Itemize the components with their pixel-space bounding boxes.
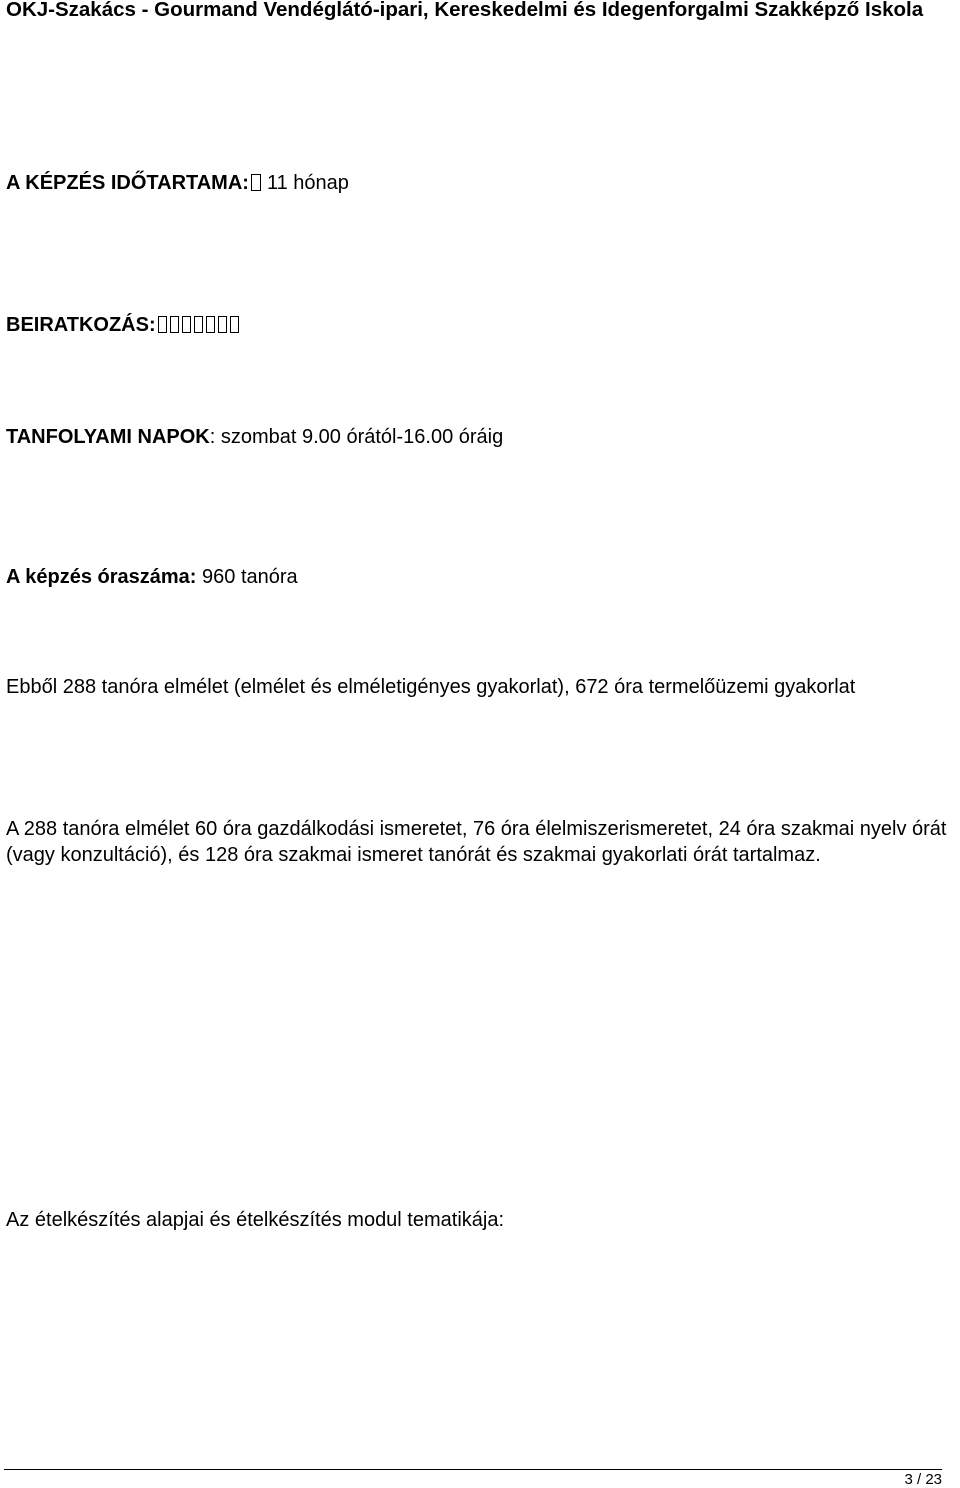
footer-divider xyxy=(4,1469,942,1470)
hours-value: 960 tanóra xyxy=(202,566,298,588)
document-header-title: OKJ-Szakács - Gourmand Vendéglátó-ipari, Kereskedelmi és Idegenforgalmi Szakképző Iskola xyxy=(6,0,924,21)
hours-breakdown: Ebből 288 tanóra elmélet (elmélet és elméletigényes gyakorlat), 672 óra termelőüzemi gyakorlat xyxy=(6,676,856,698)
enrollment-label: BEIRATKOZÁS: xyxy=(6,314,156,336)
duration-line xyxy=(6,170,349,196)
duration-value: 11 hónap xyxy=(266,172,349,194)
duration-label: A KÉPZÉS IDŐTARTAMA: xyxy=(6,172,249,194)
module-title: Az ételkészítés alapjai és ételkészítés modul tematikája: xyxy=(6,1209,505,1231)
course-days-value: : szombat 9.00 órától-16.00 óráig xyxy=(209,426,504,448)
course-days-label: TANFOLYAMI NAPOK xyxy=(6,426,210,448)
enrollment-line xyxy=(6,312,242,340)
hours-label: A képzés óraszáma: xyxy=(6,566,197,588)
hours-line xyxy=(6,564,298,590)
missing-glyphs-icon xyxy=(158,314,242,340)
missing-glyph-icon xyxy=(251,174,261,191)
page-number: 3 / 23 xyxy=(904,1471,942,1488)
theory-detail-paragraph: A 288 tanóra elmélet 60 óra gazdálkodási ismeretet, 76 óra élelmiszerismeretet, 24 óra szakmai nyelv órát (vagy konzultáció), és 128 óra szakmai ismeret tanórát és szakmai gyakorlati órát tartalmaz. xyxy=(6,818,947,866)
course-days-line xyxy=(6,424,503,450)
